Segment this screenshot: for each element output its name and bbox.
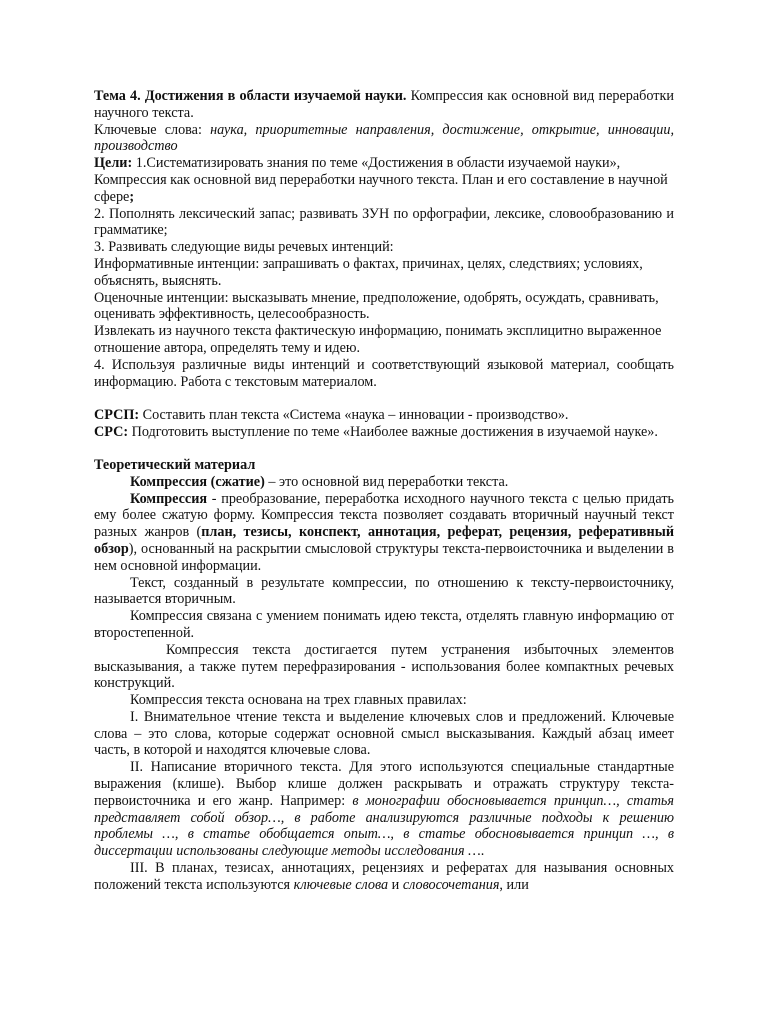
theory-paragraph-1 <box>94 491 674 575</box>
p1-genres: план, тезисы, конспект, аннотация, реферат, рецензия, реферативный обзор <box>94 524 674 557</box>
srs-label: СРС: <box>94 424 129 441</box>
topic-subtitle: Компрессия как основной вид переработки научного текста. <box>94 88 674 121</box>
theory-definition <box>94 474 674 491</box>
goal-informative: Информативные интенции: запрашивать о фактах, причинах, целях, следствиях; условиях, объяснять, выяснять. <box>94 255 643 289</box>
keywords-line <box>94 122 674 156</box>
p1-rest: ), основанный на раскрытии смысловой структуры текста-первоисточника и выделении в нем основной информации. <box>94 540 674 574</box>
srsp-line <box>94 407 674 424</box>
srs-text: Подготовить выступление по теме «Наиболее важные достижения в изучаемой науке». <box>131 424 658 441</box>
topic-label: Тема 4. <box>94 88 141 104</box>
rule-3-text: III. В планах, тезисах, аннотациях, рецензиях и рефератах для называния основных положений текста используются <box>94 860 674 893</box>
theory-paragraph-3: Компрессия связана с умением понимать идею текста, отделять главную информацию от второстепенной. <box>94 608 674 641</box>
rule-2 <box>94 759 674 860</box>
goals-label: Цели: <box>94 155 133 172</box>
topic-title: Достижения в области изучаемой науки. <box>144 88 407 104</box>
goal-2: 2. Пополнять лексический запас; развивать ЗУН по орфографии, лексике, словообразованию и грамматике; <box>94 205 674 239</box>
rule-3 <box>94 860 674 894</box>
p1-text: - преобразование, переработка исходного научного текста с целью придать ему более сжатую форму. Компрессия текста позволяет создавать вторичный научный текст разных жанров ( <box>94 490 674 541</box>
document-body <box>94 88 674 894</box>
rule-2-examples: в монографии обосновывается принцип…, статья представляет собой обзор…, в работе анализируются различные подходы к решению проблемы …, в статье обобщается опыт…, в статье обосновывается принцип …, в диссертации использованы следующие методы исследования … <box>94 792 674 860</box>
rule-3-and: и <box>388 876 403 893</box>
goal-1-end: ; <box>129 188 135 205</box>
rule-3-end: , или <box>499 876 529 893</box>
definition-text: – это основной вид переработки текста. <box>264 473 509 490</box>
goal-1-text: 1.Систематизировать знания по теме «Достижения в области изучаемой науки», Компрессия как основной вид переработки научного текста. План и его составление в научной сфере <box>94 155 668 205</box>
keywords-label: Ключевые слова: <box>94 121 202 138</box>
goal-4: 4. Используя различные виды интенций и соответствующий языковой материал, сообщать информацию. Работа с текстовым материалом. <box>94 356 674 390</box>
srsp-label: СРСП: <box>94 407 140 424</box>
goal-extract: Извлекать из научного текста фактическую информацию, понимать эксплицитно выраженное отношение автора, определять тему и идею. <box>94 323 662 356</box>
srs-line <box>94 424 674 441</box>
theory-heading <box>94 457 674 474</box>
rule-3-keywords: ключевые слова <box>293 876 389 893</box>
topic-line <box>94 88 674 122</box>
p1-term: Компрессия <box>130 490 208 507</box>
goal-1 <box>94 155 674 205</box>
theory-heading-text: Теоретический материал <box>94 456 256 473</box>
rule-3-phrases: словосочетания <box>402 876 500 893</box>
keywords-text: наука, приоритетные направления, достижение, открытие, инновации, производство <box>94 121 674 155</box>
srsp-text: Составить план текста «Система «наука – инновации - производство». <box>142 407 569 424</box>
rule-1: I. Внимательное чтение текста и выделение ключевых слов и предложений. Ключевые слова – это слова, которые содержат основной смысл высказывания. Каждый абзац имеет часть, в которой и находятся ключевые слова. <box>94 708 674 759</box>
rule-2-end: . <box>480 843 485 860</box>
goal-evaluative: Оценочные интенции: высказывать мнение, предположение, одобрять, осуждать, сравнивать, оценивать эффективность, целесообразность. <box>94 289 659 323</box>
spacer <box>94 441 674 457</box>
goal-3: 3. Развивать следующие виды речевых интенций: <box>94 239 394 256</box>
theory-paragraph-2: Текст, созданный в результате компрессии, по отношению к тексту-первоисточнику, называется вторичным. <box>94 574 674 608</box>
theory-paragraph-5: Компрессия текста основана на трех главных правилах: <box>130 692 467 709</box>
spacer <box>94 390 674 407</box>
theory-paragraph-4: Компрессия текста достигается путем устранения избыточных элементов высказывания, а также путем перефразирования - использования более компактных речевых конструкций. <box>94 641 674 692</box>
definition-term: Компрессия (сжатие) <box>130 473 265 490</box>
rule-2-text: II. Написание вторичного текста. Для этого используются специальные стандартные выражения (клише). Выбор клише должен раскрывать и отражать структуру текста-первоисточника и его жанр. Например: <box>94 759 674 809</box>
